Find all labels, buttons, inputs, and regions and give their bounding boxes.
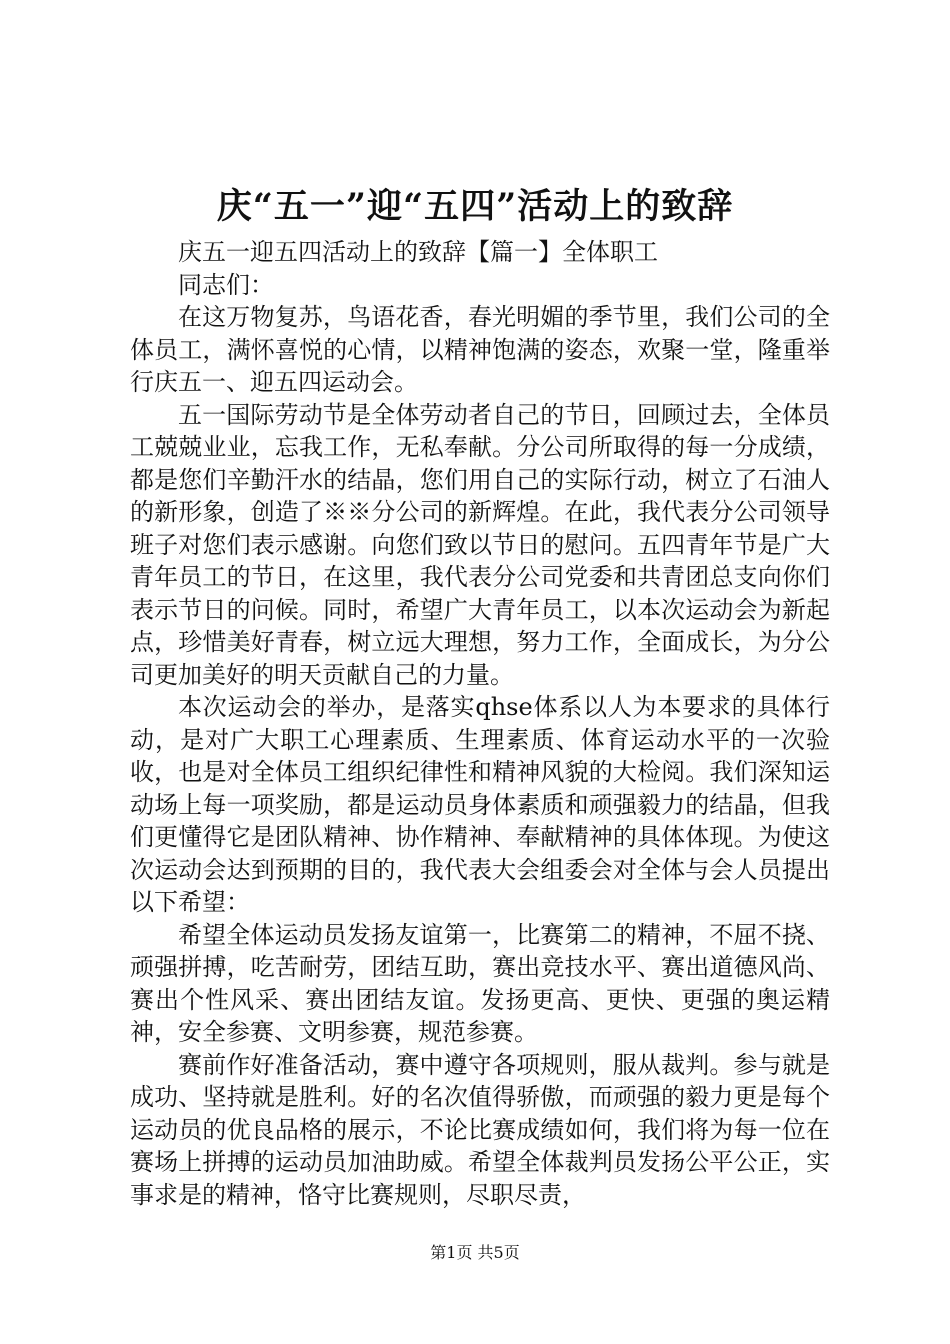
paragraph-opening: 在这万物复苏，鸟语花香，春光明媚的季节里，我们公司的全体员工，满怀喜悦的心情，以精神饱满的姿态，欢聚一堂，隆重举行庆五一、迎五四运动会。 (130, 303, 830, 396)
paragraph-salutation: 同志们： (178, 270, 274, 299)
page-number-footer: 第1页 共5页 (430, 1243, 520, 1262)
paragraph-referees: 赛前作好准备活动，赛中遵守各项规则，服从裁判。参与就是成功、坚持就是胜利。好的名次值得骄傲，而顽强的毅力更是每个运动员的优良品格的展示，不论比赛成绩如何，我们将为每一位在赛场上拼搏的运动员加油助威。希望全体裁判员发扬公平公正，实事求是的精神，恪守比赛规则，尽职尽责， (130, 1050, 830, 1209)
paragraph-athletes: 希望全体运动员发扬友谊第一，比赛第二的精神，不屈不挠、顽强拼搏，吃苦耐劳，团结互助，赛出竞技水平、赛出道德风尚、赛出个性风采、赛出团结友谊。发扬更高、更快、更强的奥运精神，安全参赛、文明参赛，规范参赛。 (130, 920, 830, 1046)
paragraph-sports-meet: 本次运动会的举办，是落实qhse体系以人为本要求的具体行动，是对广大职工心理素质、生理素质、体育运动水平的一次验收，也是对全体员工组织纪律性和精神风貌的大检阅。我们深知运动场上每一项奖励，都是运动员身体素质和顽强毅力的结晶，但我们更懂得它是团队精神、协作精神、奉献精神的具体体现。为使这次运动会达到预期的目的，我代表大会组委会对全体与会人员提出以下希望： (130, 693, 830, 916)
document-title: 庆“五一”迎“五四”活动上的致辞 (216, 186, 734, 227)
paragraph-labor-day: 五一国际劳动节是全体劳动者自己的节日，回顾过去，全体员工兢兢业业，忘我工作，无私奉献。分公司所取得的每一分成绩，都是您们辛勤汗水的结晶，您们用自己的实际行动，树立了石油人的新形象，创造了※※分公司的新辉煌。在此，我代表分公司领导班子对您们表示感谢。向您们致以节日的慰问。五四青年节是广大青年员工的节日，在这里，我代表分公司党委和共青团总支向你们表示节日的问候。同时，希望广大青年员工，以本次运动会为新起点，珍惜美好青春，树立远大理想，努力工作，全面成长，为分公司更加美好的明天贡献自己的力量。 (130, 400, 830, 689)
document-body (130, 236, 830, 1211)
paragraph-heading-line: 庆五一迎五四活动上的致辞【篇一】全体职工 (178, 238, 658, 266)
